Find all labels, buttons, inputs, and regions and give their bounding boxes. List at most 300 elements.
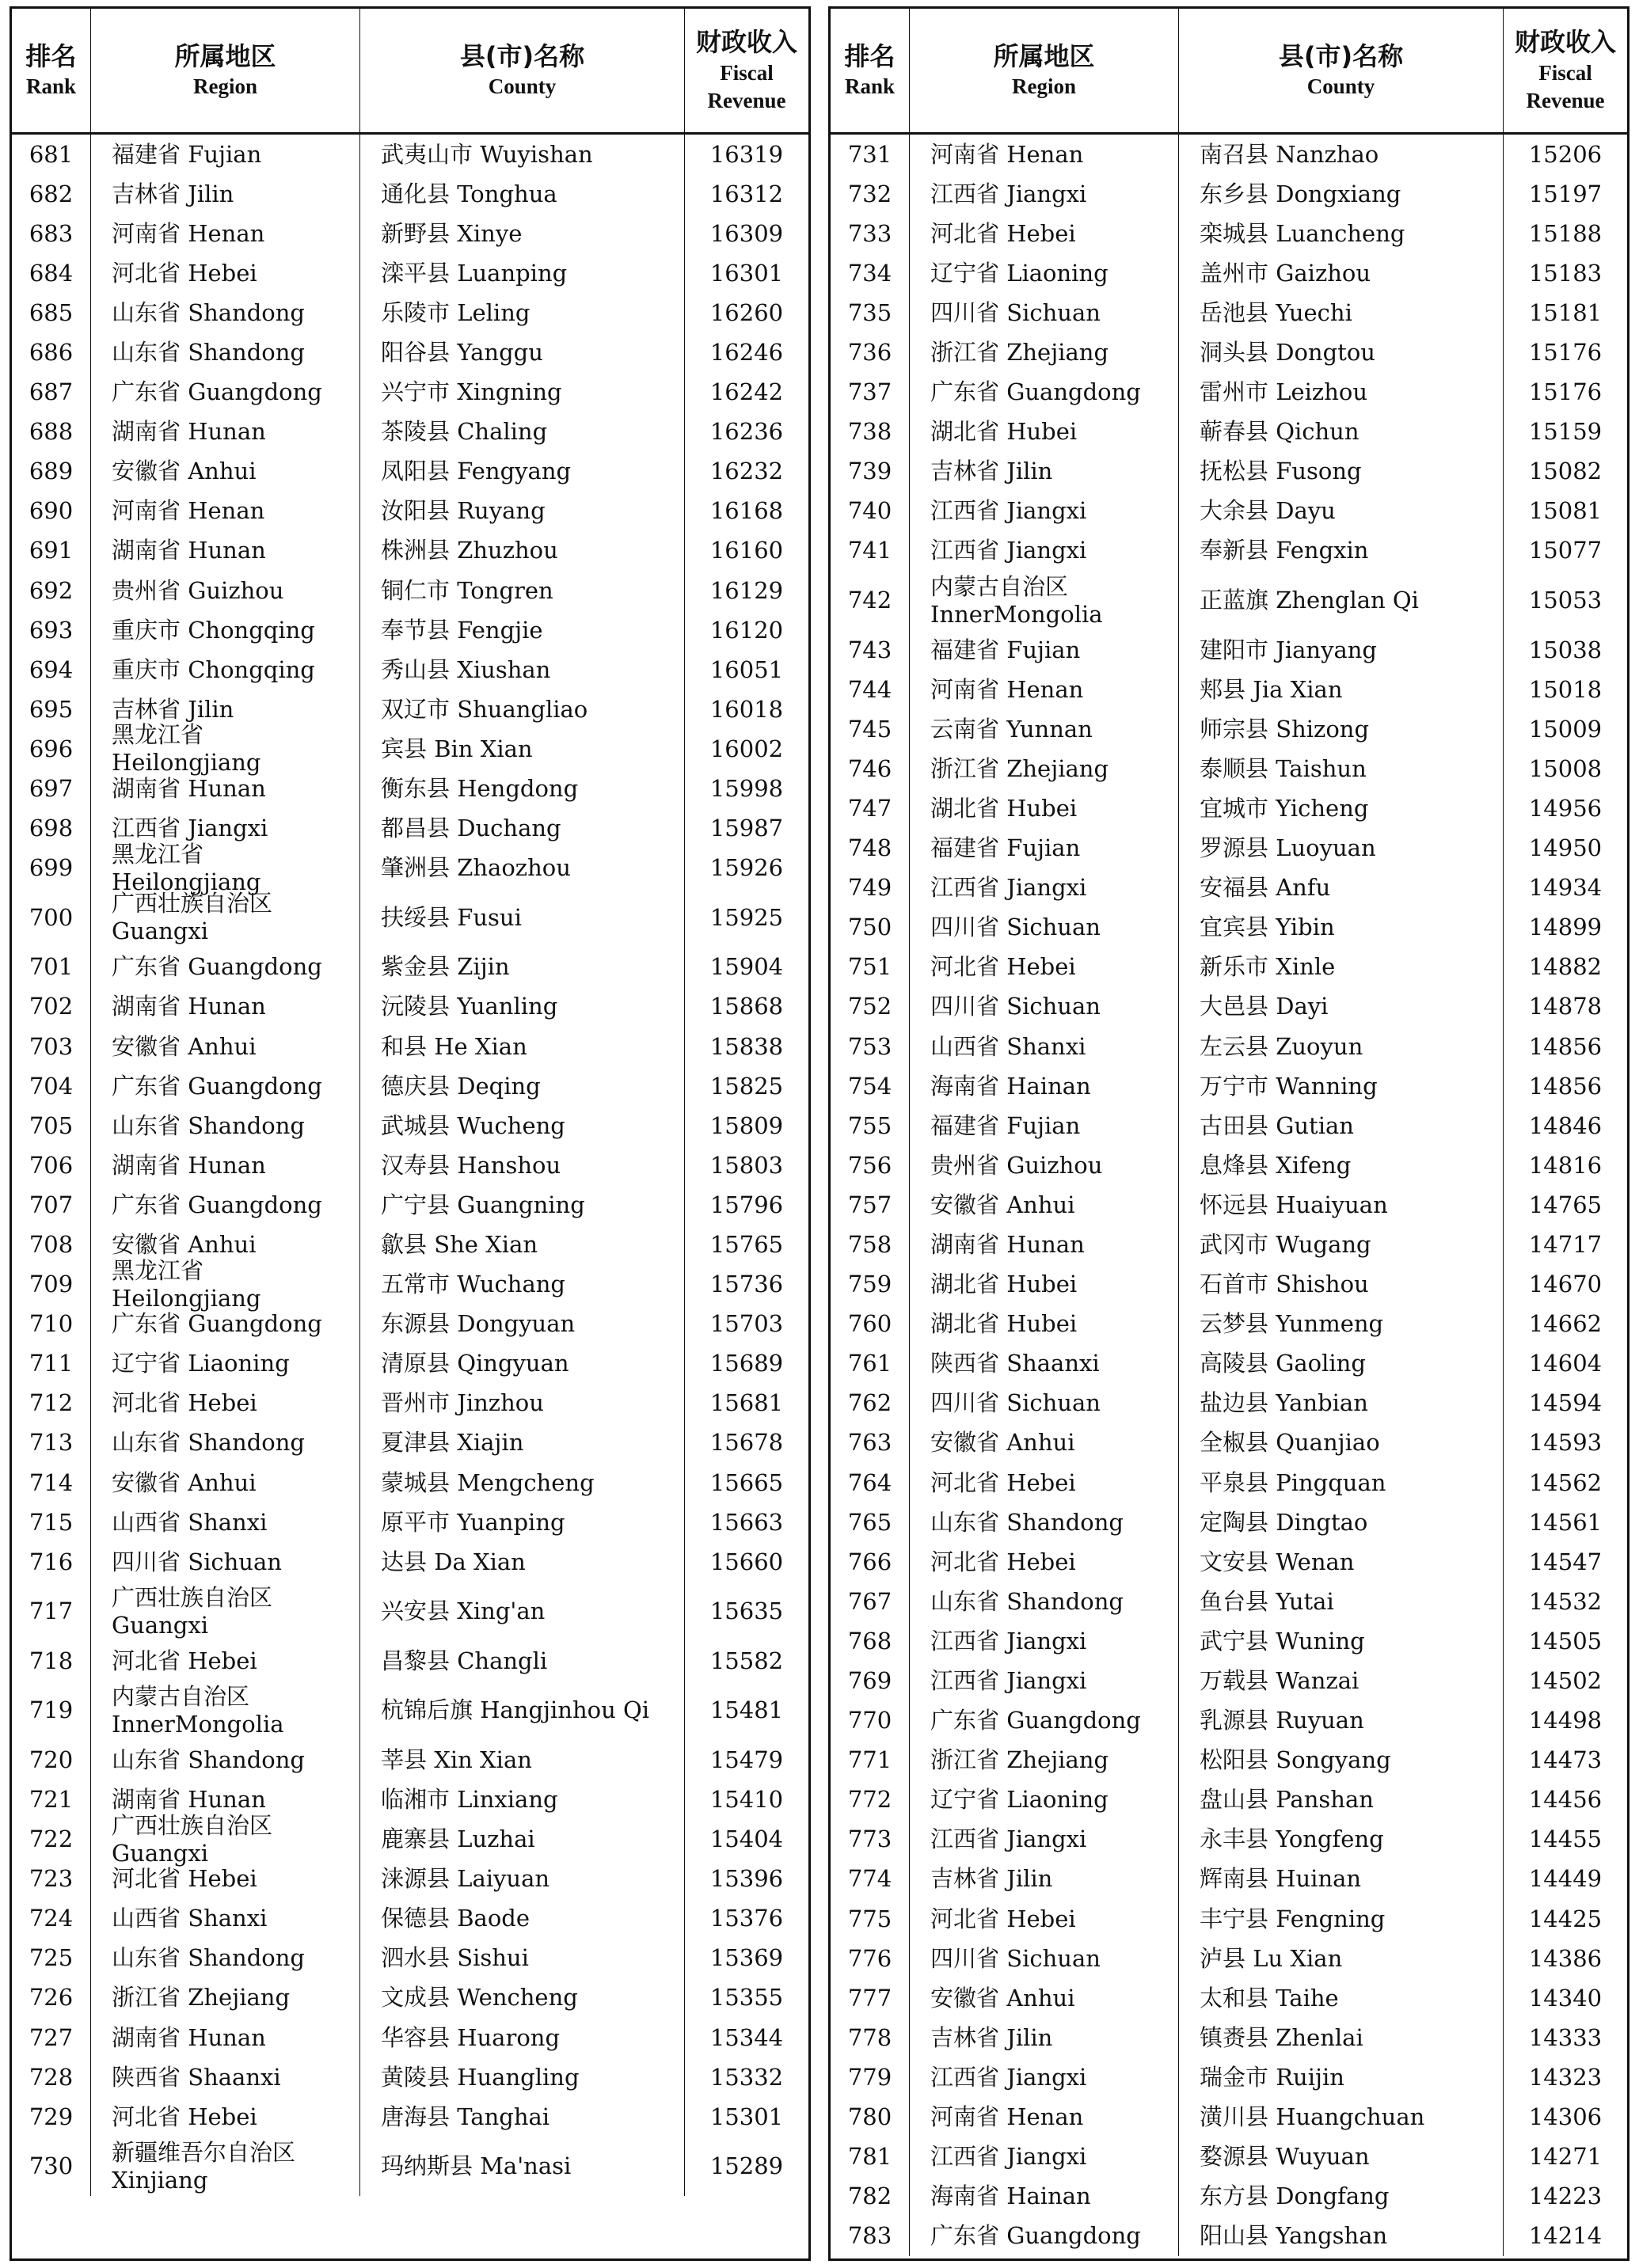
county-cell: 宜宾县 Yibin (1179, 908, 1504, 948)
rank-cell: 704 (12, 1066, 91, 1106)
rank-cell: 768 (831, 1621, 910, 1661)
right-table (828, 6, 1629, 2261)
region-cell: 山西省 Shanxi (91, 1503, 360, 1542)
county-cell: 鱼台县 Yutai (1179, 1582, 1504, 1621)
revenue-cell: 14449 (1528, 1865, 1603, 1893)
county-cell: 盖州市 Gaizhou (1179, 253, 1504, 293)
revenue-cell: 16051 (709, 655, 784, 683)
document-page (10, 6, 1629, 2261)
revenue-cell: 14386 (1528, 1944, 1603, 1972)
region-name-zh: 广西壮族自治区 (112, 890, 273, 917)
rank-cell: 783 (831, 2217, 910, 2256)
revenue-cell: 14456 (1528, 1786, 1603, 1814)
region-cell: 湖南省 Hunan (910, 1225, 1179, 1264)
region-cell: 山东省 Shandong (91, 1423, 360, 1463)
region-cell: 河南省 Henan (910, 670, 1179, 709)
revenue-cell: 15355 (709, 1984, 784, 2012)
revenue-cell: 15803 (709, 1151, 784, 1179)
revenue-cell: 14425 (1528, 1905, 1603, 1932)
rank-cell: 748 (831, 829, 910, 868)
revenue-cell: 15635 (709, 1597, 784, 1625)
revenue-cell: 15344 (709, 2023, 784, 2051)
rank-cell: 705 (12, 1106, 91, 1145)
revenue-cell: 16018 (709, 695, 784, 723)
region-cell: 安徽省 Anhui (910, 1423, 1179, 1463)
region-cell: 江西省 Jiangxi (91, 809, 360, 849)
revenue-cell: 16129 (709, 576, 784, 604)
rank-cell: 715 (12, 1503, 91, 1542)
revenue-cell: 16232 (709, 458, 784, 485)
region-cell: 河北省 Hebei (91, 1384, 360, 1423)
rank-cell: 708 (12, 1225, 91, 1264)
region-cell: 河北省 Hebei (91, 253, 360, 293)
revenue-cell: 15176 (1528, 339, 1603, 367)
region-cell: 吉林省 Jilin (91, 690, 360, 729)
region-cell: 山东省 Shandong (91, 1939, 360, 1978)
region-cell: 广西壮族自治区 Guangxi (91, 1820, 360, 1860)
revenue-cell: 14473 (1528, 1746, 1603, 1774)
revenue-cell: 15018 (1528, 675, 1603, 703)
rank-cell: 716 (12, 1542, 91, 1582)
revenue-cell: 15376 (709, 1905, 784, 1932)
rank-cell: 735 (831, 293, 910, 332)
rank-cell: 762 (831, 1384, 910, 1423)
revenue-cell: 15665 (709, 1468, 784, 1496)
revenue-cell: 14498 (1528, 1707, 1603, 1734)
revenue-cell: 16301 (709, 259, 784, 287)
revenue-cell: 15925 (709, 903, 784, 931)
county-cell: 阳山县 Yangshan (1179, 2217, 1504, 2256)
revenue-cell: 15868 (709, 993, 784, 1020)
region-cell: 吉林省 Jilin (910, 1860, 1179, 1899)
rank-cell: 689 (12, 452, 91, 492)
region-cell: 福建省 Fujian (910, 829, 1179, 868)
revenue-cell: 15038 (1528, 636, 1603, 663)
rank-cell: 720 (12, 1740, 91, 1780)
region-cell: 湖南省 Hunan (91, 412, 360, 452)
county-cell: 宾县 Bin Xian (360, 729, 685, 769)
county-cell: 石首市 Shishou (1179, 1265, 1504, 1305)
county-cell: 都昌县 Duchang (360, 809, 685, 849)
revenue-cell: 14670 (1528, 1271, 1603, 1298)
revenue-cell: 14271 (1528, 2143, 1603, 2171)
rank-cell: 707 (12, 1185, 91, 1225)
header-region: 所属地区 Region (910, 9, 1179, 132)
region-cell: 湖南省 Hunan (91, 1780, 360, 1819)
revenue-cell: 14532 (1528, 1587, 1603, 1615)
rank-cell: 717 (12, 1582, 91, 1641)
county-cell: 大余县 Dayu (1179, 492, 1504, 531)
region-cell: 江西省 Jiangxi (910, 2137, 1179, 2177)
rank-cell: 695 (12, 690, 91, 729)
region-cell: 河北省 Hebei (910, 1899, 1179, 1939)
region-cell: 黑龙江省 Heilongjiang (91, 849, 360, 888)
revenue-cell: 14593 (1528, 1429, 1603, 1457)
region-cell: 安徽省 Anhui (91, 452, 360, 492)
table-body (831, 135, 1627, 2256)
county-cell: 奉新县 Fengxin (1179, 531, 1504, 571)
revenue-cell: 15159 (1528, 418, 1603, 446)
rank-cell: 722 (12, 1820, 91, 1860)
region-cell: 陕西省 Shaanxi (910, 1344, 1179, 1384)
rank-cell: 773 (831, 1820, 910, 1860)
rank-cell: 690 (12, 492, 91, 531)
revenue-cell: 14950 (1528, 834, 1603, 862)
revenue-cell: 14547 (1528, 1548, 1603, 1575)
county-cell: 太和县 Taihe (1179, 1978, 1504, 2018)
county-cell: 全椒县 Quanjiao (1179, 1423, 1504, 1463)
rank-cell: 712 (12, 1384, 91, 1423)
county-cell: 昌黎县 Changli (360, 1641, 685, 1681)
region-cell: 福建省 Fujian (910, 630, 1179, 670)
county-cell: 宜城市 Yicheng (1179, 788, 1504, 828)
revenue-cell: 15181 (1528, 298, 1603, 326)
rank-cell: 724 (12, 1899, 91, 1939)
rank-cell: 743 (831, 630, 910, 670)
county-cell: 丰宁县 Fengning (1179, 1899, 1504, 1939)
revenue-cell: 15736 (709, 1271, 784, 1298)
rank-cell: 778 (831, 2018, 910, 2057)
revenue-cell: 14306 (1528, 2103, 1603, 2131)
revenue-cell: 15703 (709, 1310, 784, 1338)
rank-cell: 728 (12, 2057, 91, 2097)
county-cell: 夏津县 Xiajin (360, 1423, 685, 1463)
rank-cell: 751 (831, 948, 910, 987)
county-cell: 歙县 She Xian (360, 1225, 685, 1264)
header-county: 县(市)名称 County (1179, 9, 1504, 132)
rank-cell: 758 (831, 1225, 910, 1264)
county-cell: 秀山县 Xiushan (360, 650, 685, 690)
county-cell: 铜仁市 Tongren (360, 571, 685, 610)
rank-cell: 755 (831, 1106, 910, 1145)
rank-cell: 774 (831, 1860, 910, 1899)
rank-cell: 730 (12, 2137, 91, 2196)
revenue-cell: 15396 (709, 1865, 784, 1893)
region-cell: 江西省 Jiangxi (910, 1661, 1179, 1700)
rank-cell: 752 (831, 987, 910, 1027)
rank-cell: 727 (12, 2018, 91, 2057)
rank-cell: 745 (831, 709, 910, 749)
revenue-cell: 15077 (1528, 537, 1603, 564)
rank-cell: 709 (12, 1265, 91, 1305)
county-cell: 永丰县 Yongfeng (1179, 1820, 1504, 1860)
region-cell: 安徽省 Anhui (91, 1463, 360, 1503)
county-cell: 茶陵县 Chaling (360, 412, 685, 452)
region-cell: 安徽省 Anhui (910, 1185, 1179, 1225)
region-cell: 湖南省 Hunan (91, 1145, 360, 1185)
revenue-cell: 16312 (709, 180, 784, 207)
rank-cell: 779 (831, 2057, 910, 2097)
region-cell: 海南省 Hainan (910, 1066, 1179, 1106)
region-cell: 河南省 Henan (91, 492, 360, 531)
county-cell: 泗水县 Sishui (360, 1939, 685, 1978)
rank-cell: 777 (831, 1978, 910, 2018)
region-cell: 湖北省 Hubei (910, 788, 1179, 828)
rank-cell: 692 (12, 571, 91, 610)
region-cell: 四川省 Sichuan (910, 908, 1179, 948)
region-cell: 湖南省 Hunan (91, 531, 360, 571)
region-cell: 四川省 Sichuan (910, 1939, 1179, 1978)
region-cell: 山东省 Shandong (910, 1582, 1179, 1621)
revenue-cell: 15369 (709, 1944, 784, 1972)
revenue-cell: 14562 (1528, 1468, 1603, 1496)
header-rank: 排名 Rank (12, 9, 91, 132)
county-cell: 栾城县 Luancheng (1179, 214, 1504, 253)
region-cell: 广东省 Guangdong (91, 373, 360, 412)
header-revenue: 财政收入 Fiscal Revenue (695, 27, 797, 112)
county-cell: 临湘市 Linxiang (360, 1780, 685, 1819)
revenue-cell: 15081 (1528, 497, 1603, 525)
rank-cell: 702 (12, 987, 91, 1027)
rank-cell: 726 (12, 1978, 91, 2018)
county-cell: 平泉县 Pingquan (1179, 1463, 1504, 1503)
county-cell: 盐边县 Yanbian (1179, 1384, 1504, 1423)
county-cell: 镇赉县 Zhenlai (1179, 2018, 1504, 2057)
revenue-cell: 14323 (1528, 2063, 1603, 2091)
region-cell: 吉林省 Jilin (910, 452, 1179, 492)
region-cell: 河北省 Hebei (91, 2097, 360, 2137)
region-cell: 河北省 Hebei (910, 948, 1179, 987)
county-cell: 武宁县 Wuning (1179, 1621, 1504, 1661)
rank-cell: 721 (12, 1780, 91, 1819)
rank-cell: 733 (831, 214, 910, 253)
county-cell: 师宗县 Shizong (1179, 709, 1504, 749)
county-cell: 南召县 Nanzhao (1179, 135, 1504, 174)
revenue-cell: 14846 (1528, 1111, 1603, 1139)
county-cell: 大邑县 Dayi (1179, 987, 1504, 1027)
rank-cell: 694 (12, 650, 91, 690)
county-cell: 岳池县 Yuechi (1179, 293, 1504, 332)
county-cell: 和县 He Xian (360, 1027, 685, 1066)
rank-cell: 713 (12, 1423, 91, 1463)
region-cell: 广东省 Guangdong (910, 2217, 1179, 2256)
revenue-cell: 14856 (1528, 1032, 1603, 1060)
revenue-cell: 15301 (709, 2103, 784, 2130)
region-cell: 安徽省 Anhui (910, 1978, 1179, 2018)
region-cell: 黑龙江省 Heilongjiang (91, 729, 360, 769)
county-cell: 滦平县 Luanping (360, 253, 685, 293)
region-cell: 河北省 Hebei (91, 1860, 360, 1899)
rank-cell: 746 (831, 749, 910, 788)
rank-cell: 757 (831, 1185, 910, 1225)
revenue-cell: 15008 (1528, 754, 1603, 782)
revenue-cell: 15479 (709, 1746, 784, 1773)
county-cell: 保德县 Baode (360, 1899, 685, 1939)
county-cell: 怀远县 Huaiyuan (1179, 1185, 1504, 1225)
region-cell: 吉林省 Jilin (91, 174, 360, 214)
revenue-cell: 14882 (1528, 953, 1603, 981)
county-cell: 五常市 Wuchang (360, 1265, 685, 1305)
region-cell: 湖南省 Hunan (91, 987, 360, 1027)
region-cell: 四川省 Sichuan (910, 293, 1179, 332)
rank-cell: 699 (12, 849, 91, 888)
rank-cell: 767 (831, 1582, 910, 1621)
region-cell (91, 888, 360, 948)
revenue-cell: 14765 (1528, 1191, 1603, 1218)
revenue-cell: 15809 (709, 1111, 784, 1139)
table-header (12, 9, 808, 135)
rank-cell: 688 (12, 412, 91, 452)
county-cell: 肇洲县 Zhaozhou (360, 849, 685, 888)
county-cell: 辉南县 Huinan (1179, 1860, 1504, 1899)
rank-cell: 775 (831, 1899, 910, 1939)
revenue-cell: 15825 (709, 1072, 784, 1100)
rank-cell: 766 (831, 1542, 910, 1582)
region-name-zh: 内蒙古自治区 (930, 572, 1069, 600)
revenue-cell: 15332 (709, 2063, 784, 2091)
county-cell: 奉节县 Fengjie (360, 610, 685, 650)
region-name-en: InnerMongolia (930, 600, 1103, 628)
rank-cell: 737 (831, 373, 910, 412)
region-name-en: Xinjiang (112, 2166, 208, 2194)
region-cell: 山西省 Shanxi (91, 1899, 360, 1939)
county-cell: 罗源县 Luoyuan (1179, 829, 1504, 868)
county-cell: 瑞金市 Ruijin (1179, 2057, 1504, 2097)
county-cell: 东源县 Dongyuan (360, 1305, 685, 1344)
county-cell: 新乐市 Xinle (1179, 948, 1504, 987)
revenue-cell: 14816 (1528, 1151, 1603, 1179)
county-cell: 唐海县 Tanghai (360, 2097, 685, 2137)
county-cell: 泰顺县 Taishun (1179, 749, 1504, 788)
county-cell: 松阳县 Songyang (1179, 1741, 1504, 1780)
county-cell: 紫金县 Zijin (360, 948, 685, 987)
region-cell: 浙江省 Zhejiang (910, 1741, 1179, 1780)
region-cell: 重庆市 Chongqing (91, 650, 360, 690)
rank-cell: 771 (831, 1741, 910, 1780)
revenue-cell: 15582 (709, 1647, 784, 1674)
rank-cell: 782 (831, 2177, 910, 2217)
revenue-cell: 14899 (1528, 914, 1603, 941)
region-cell: 广东省 Guangdong (91, 1305, 360, 1344)
county-cell: 涞源县 Laiyuan (360, 1860, 685, 1899)
county-cell: 沅陵县 Yuanling (360, 987, 685, 1027)
revenue-cell: 16160 (709, 537, 784, 564)
region-cell: 贵州省 Guizhou (91, 571, 360, 610)
region-cell: 海南省 Hainan (910, 2177, 1179, 2217)
revenue-cell: 15183 (1528, 259, 1603, 287)
header-county: 县(市)名称 County (360, 9, 685, 132)
county-cell: 衡东县 Hengdong (360, 769, 685, 809)
county-cell: 乐陵市 Leling (360, 293, 685, 332)
region-cell: 广东省 Guangdong (91, 1185, 360, 1225)
rank-cell: 770 (831, 1701, 910, 1741)
region-cell: 黑龙江省 Heilongjiang (91, 1265, 360, 1305)
region-cell: 江西省 Jiangxi (910, 868, 1179, 908)
rank-cell: 700 (12, 888, 91, 948)
region-cell: 河北省 Hebei (910, 1463, 1179, 1503)
rank-cell: 710 (12, 1305, 91, 1344)
county-cell: 广宁县 Guangning (360, 1185, 685, 1225)
region-cell: 河南省 Henan (910, 2098, 1179, 2137)
revenue-cell: 14340 (1528, 1984, 1603, 2012)
region-cell: 山东省 Shandong (91, 293, 360, 332)
revenue-cell: 16002 (709, 735, 784, 762)
region-cell: 河南省 Henan (910, 135, 1179, 174)
county-cell: 阳谷县 Yanggu (360, 332, 685, 372)
region-cell: 四川省 Sichuan (910, 987, 1179, 1027)
header-rank: 排名 Rank (831, 9, 910, 132)
region-cell: 湖南省 Hunan (91, 769, 360, 809)
rank-cell: 723 (12, 1860, 91, 1899)
region-cell: 湖北省 Hubei (910, 1305, 1179, 1344)
rank-cell: 697 (12, 769, 91, 809)
rank-cell: 682 (12, 174, 91, 214)
county-cell: 蒙城县 Mengcheng (360, 1463, 685, 1503)
county-cell: 云梦县 Yunmeng (1179, 1305, 1504, 1344)
revenue-cell: 15009 (1528, 715, 1603, 743)
rank-cell: 703 (12, 1027, 91, 1066)
region-cell: 山西省 Shanxi (910, 1027, 1179, 1066)
rank-cell: 714 (12, 1463, 91, 1503)
rank-cell: 701 (12, 948, 91, 987)
rank-cell: 718 (12, 1641, 91, 1681)
revenue-cell: 15678 (709, 1429, 784, 1457)
region-cell: 辽宁省 Liaoning (910, 1780, 1179, 1820)
region-name-zh: 新疆维吾尔自治区 (112, 2138, 296, 2166)
county-cell: 文成县 Wencheng (360, 1978, 685, 2018)
region-cell: 重庆市 Chongqing (91, 610, 360, 650)
region-cell: 江西省 Jiangxi (910, 1621, 1179, 1661)
region-cell: 湖北省 Hubei (910, 1265, 1179, 1305)
region-cell (91, 1681, 360, 1740)
rank-cell: 764 (831, 1463, 910, 1503)
rank-cell: 742 (831, 571, 910, 630)
region-cell: 浙江省 Zhejiang (91, 1978, 360, 2018)
rank-cell: 772 (831, 1780, 910, 1820)
table-body (12, 135, 808, 2196)
region-cell: 河南省 Henan (91, 214, 360, 253)
region-cell: 江西省 Jiangxi (910, 492, 1179, 531)
county-cell: 东方县 Dongfang (1179, 2177, 1504, 2217)
county-cell: 武城县 Wucheng (360, 1106, 685, 1145)
rank-cell: 684 (12, 253, 91, 293)
county-cell: 婺源县 Wuyuan (1179, 2137, 1504, 2177)
county-cell: 武冈市 Wugang (1179, 1225, 1504, 1264)
county-cell: 鹿寨县 Luzhai (360, 1820, 685, 1860)
region-cell: 四川省 Sichuan (91, 1542, 360, 1582)
county-cell: 抚松县 Fusong (1179, 452, 1504, 492)
region-cell: 安徽省 Anhui (91, 1225, 360, 1264)
header-region: 所属地区 Region (91, 9, 360, 132)
revenue-cell: 15663 (709, 1508, 784, 1536)
county-cell: 万载县 Wanzai (1179, 1661, 1504, 1700)
county-cell: 汝阳县 Ruyang (360, 492, 685, 531)
county-cell: 蕲春县 Qichun (1179, 412, 1504, 452)
rank-cell: 761 (831, 1344, 910, 1384)
table-header (831, 9, 1627, 135)
county-cell: 建阳市 Jianyang (1179, 630, 1504, 670)
rank-cell: 719 (12, 1681, 91, 1740)
region-cell: 山东省 Shandong (91, 1106, 360, 1145)
county-cell: 兴安县 Xing'an (360, 1582, 685, 1641)
revenue-cell: 15681 (709, 1389, 784, 1417)
county-cell: 汉寿县 Hanshou (360, 1145, 685, 1185)
rank-cell: 734 (831, 253, 910, 293)
revenue-cell: 15660 (709, 1548, 784, 1575)
region-cell: 浙江省 Zhejiang (910, 332, 1179, 372)
revenue-cell: 15838 (709, 1032, 784, 1060)
header-revenue: 财政收入 Fiscal Revenue (1514, 27, 1616, 112)
rank-cell: 740 (831, 492, 910, 531)
county-cell: 扶绥县 Fusui (360, 888, 685, 948)
county-cell: 达县 Da Xian (360, 1542, 685, 1582)
revenue-cell: 14878 (1528, 993, 1603, 1020)
county-cell: 德庆县 Deqing (360, 1066, 685, 1106)
county-cell: 新野县 Xinye (360, 214, 685, 253)
rank-cell: 739 (831, 452, 910, 492)
rank-cell: 763 (831, 1423, 910, 1463)
rank-cell: 749 (831, 868, 910, 908)
